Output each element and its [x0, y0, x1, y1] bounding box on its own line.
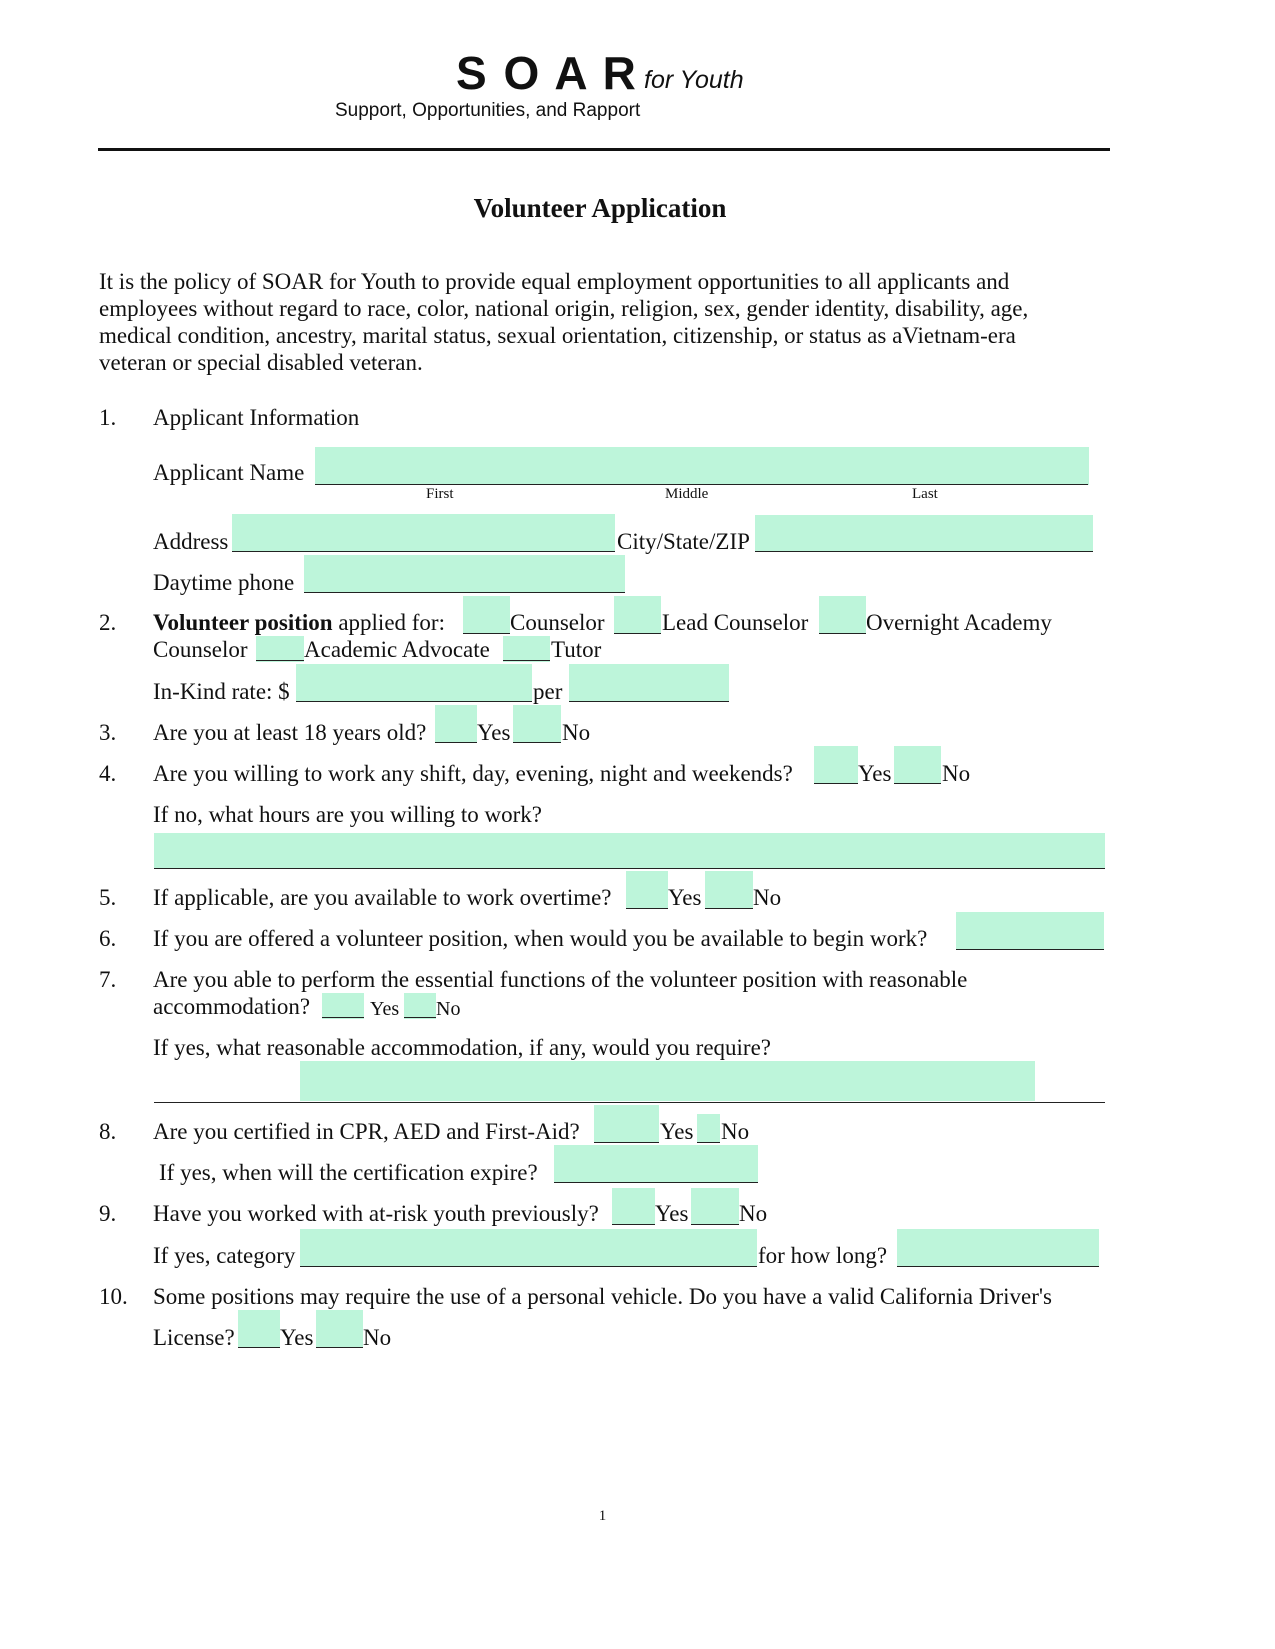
policy-line: It is the policy of SOAR for Youth to provide equal employment opportunities to all applicants and [99, 269, 1010, 294]
q2-number: 2. [99, 610, 117, 635]
q1-heading: Applicant Information [153, 405, 360, 430]
q8-yes-checkbox[interactable] [594, 1105, 659, 1143]
start-availability-underline [956, 949, 1104, 950]
q3-text: Are you at least 18 years old? [153, 720, 427, 745]
q6-text: If you are offered a volunteer position, when would you be available to begin work? [153, 926, 928, 951]
q7-number: 7. [99, 967, 117, 992]
academic-advocate-checkbox[interactable] [256, 636, 304, 662]
per-underline [569, 701, 729, 702]
q9-yes-label: Yes [655, 1201, 689, 1226]
q4-no-underline [894, 783, 941, 784]
option-overnight-academy-label: Overnight Academy [866, 610, 1052, 635]
accommodation-field[interactable] [300, 1061, 1035, 1101]
daytime-phone-underline [304, 592, 625, 593]
category-underline [300, 1266, 757, 1267]
lead-counselor-checkbox[interactable] [614, 596, 661, 634]
how-long-field[interactable] [897, 1229, 1099, 1267]
q4-follow-up: If no, what hours are you willing to work? [153, 802, 543, 827]
q10-text-cont: License? [153, 1325, 235, 1350]
accommodation-underline [154, 1102, 1105, 1103]
option-counselor-label: Counselor [510, 610, 605, 635]
q5-text: If applicable, are you available to work overtime? [153, 885, 612, 910]
option-tutor-label: Tutor [551, 637, 602, 662]
q9-number: 9. [99, 1201, 117, 1226]
address-field[interactable] [232, 514, 615, 552]
q10-yes-label: Yes [280, 1325, 314, 1350]
how-long-underline [897, 1266, 1099, 1267]
q7-no-label: No [436, 998, 461, 1020]
per-label: per [533, 679, 563, 704]
city-state-zip-field[interactable] [755, 515, 1093, 552]
address-underline [232, 551, 615, 552]
q5-number: 5. [99, 885, 117, 910]
q9-yes-underline [612, 1224, 655, 1225]
logo: S O A R [456, 47, 638, 99]
q9-no-label: No [739, 1201, 768, 1226]
category-label: If yes, category [153, 1243, 296, 1268]
overnight-academy-checkbox[interactable] [819, 596, 866, 634]
in-kind-rate-label: In-Kind rate: $ [153, 679, 290, 704]
q10-no-checkbox[interactable] [316, 1310, 363, 1348]
option-lead-counselor-label: Lead Counselor [662, 610, 809, 635]
q2-label [153, 609, 445, 637]
q5-yes-underline [626, 908, 668, 909]
daytime-phone-label: Daytime phone [153, 570, 295, 595]
certification-expiry-field[interactable] [554, 1145, 758, 1183]
q3-yes-checkbox[interactable] [435, 705, 477, 743]
q8-number: 8. [99, 1119, 117, 1144]
counselor-checkbox[interactable] [463, 596, 510, 634]
page-number: 1 [598, 1508, 607, 1524]
overnight-academy-checkbox-underline [819, 633, 866, 634]
q3-no-underline [513, 742, 561, 743]
certification-expiry-underline [554, 1182, 758, 1183]
q3-no-checkbox[interactable] [513, 705, 561, 743]
q4-yes-underline [814, 783, 858, 784]
q7-text-cont: accommodation? [153, 994, 311, 1019]
q9-text: Have you worked with at-risk youth previously? [153, 1201, 599, 1226]
q7-no-checkbox[interactable] [404, 993, 436, 1019]
city-state-zip-label: City/State/ZIP [617, 529, 750, 554]
q6-number: 6. [99, 926, 117, 951]
counselor-checkbox-underline [463, 633, 510, 634]
q8-no-underline [697, 1142, 720, 1143]
q10-yes-underline [238, 1347, 280, 1348]
applicant-name-label: Applicant Name [153, 460, 305, 485]
policy-line: veteran or special disabled veteran. [99, 350, 423, 375]
q8-no-checkbox[interactable] [697, 1114, 720, 1143]
q7-follow-up: If yes, what reasonable accommodation, if any, would you require? [153, 1035, 772, 1060]
name-middle-caption: Middle [665, 486, 709, 502]
q8-follow-up: If yes, when will the certification expire? [159, 1160, 538, 1185]
q4-yes-label: Yes [858, 761, 892, 786]
category-field[interactable] [300, 1229, 757, 1267]
tutor-checkbox-underline [503, 660, 550, 661]
q10-text: Some positions may require the use of a personal vehicle. Do you have a valid California Driver's [153, 1284, 1052, 1309]
q5-no-label: No [753, 885, 782, 910]
per-field[interactable] [569, 664, 729, 702]
q1-number: 1. [99, 405, 117, 430]
q10-number: 10. [99, 1284, 128, 1309]
in-kind-rate-underline [296, 701, 532, 702]
name-first-caption: First [426, 486, 454, 502]
city-state-zip-underline [755, 551, 1093, 552]
q4-yes-checkbox[interactable] [814, 746, 858, 784]
q3-yes-underline [435, 742, 477, 743]
logo-suffix: for Youth [644, 66, 744, 94]
page-title: Volunteer Application [473, 193, 727, 223]
q2-label-rest: applied for: [332, 610, 445, 635]
q4-no-label: No [942, 761, 971, 786]
q7-text: Are you able to perform the essential functions of the volunteer position with reasonable [153, 967, 968, 992]
applicant-name-underline [315, 484, 1088, 485]
option-academic-advocate-label: Academic Advocate [304, 637, 490, 662]
q5-no-underline [705, 908, 753, 909]
q9-no-checkbox[interactable] [691, 1188, 739, 1225]
q7-no-underline [404, 1017, 436, 1018]
option-overnight-academy-label-cont: Counselor [153, 637, 248, 662]
q8-no-label: No [721, 1119, 750, 1144]
q9-yes-checkbox[interactable] [612, 1188, 655, 1225]
q5-yes-checkbox[interactable] [626, 871, 668, 909]
tagline: Support, Opportunities, and Rapport [335, 100, 641, 121]
q10-yes-checkbox[interactable] [238, 1310, 280, 1348]
q9-no-underline [691, 1224, 739, 1225]
willing-hours-field[interactable] [154, 833, 1105, 869]
q8-yes-underline [594, 1142, 659, 1143]
q10-no-label: No [363, 1325, 392, 1350]
q3-number: 3. [99, 720, 117, 745]
q8-yes-label: Yes [660, 1119, 694, 1144]
q4-no-checkbox[interactable] [894, 746, 941, 784]
daytime-phone-field[interactable] [304, 555, 625, 593]
q2-label-bold: Volunteer position [153, 610, 333, 635]
name-last-caption: Last [912, 486, 938, 502]
academic-advocate-checkbox-underline [256, 660, 304, 661]
q5-no-checkbox[interactable] [705, 871, 753, 909]
in-kind-rate-field[interactable] [296, 664, 532, 702]
q3-yes-label: Yes [477, 720, 511, 745]
applicant-name-field[interactable] [315, 447, 1089, 485]
header-divider [98, 148, 1110, 151]
q7-yes-underline [322, 1017, 364, 1018]
lead-counselor-checkbox-underline [614, 633, 661, 634]
tutor-checkbox[interactable] [503, 636, 550, 662]
q7-yes-label: Yes [370, 998, 400, 1020]
q8-text: Are you certified in CPR, AED and First-Aid? [153, 1119, 580, 1144]
policy-line: medical condition, ancestry, marital status, sexual orientation, citizenship, or status as aVietnam-era [99, 323, 1016, 348]
how-long-label: for how long? [758, 1243, 888, 1268]
q5-yes-label: Yes [668, 885, 702, 910]
willing-hours-underline [154, 868, 1105, 869]
q10-no-underline [316, 1347, 363, 1348]
q7-yes-checkbox[interactable] [322, 993, 364, 1019]
q3-no-label: No [562, 720, 591, 745]
address-label: Address [153, 529, 229, 554]
start-availability-field[interactable] [956, 912, 1104, 950]
policy-line: employees without regard to race, color, national origin, religion, sex, gender identity, disability, age, [99, 296, 1029, 321]
q4-number: 4. [99, 761, 117, 786]
q4-text: Are you willing to work any shift, day, evening, night and weekends? [153, 761, 793, 786]
